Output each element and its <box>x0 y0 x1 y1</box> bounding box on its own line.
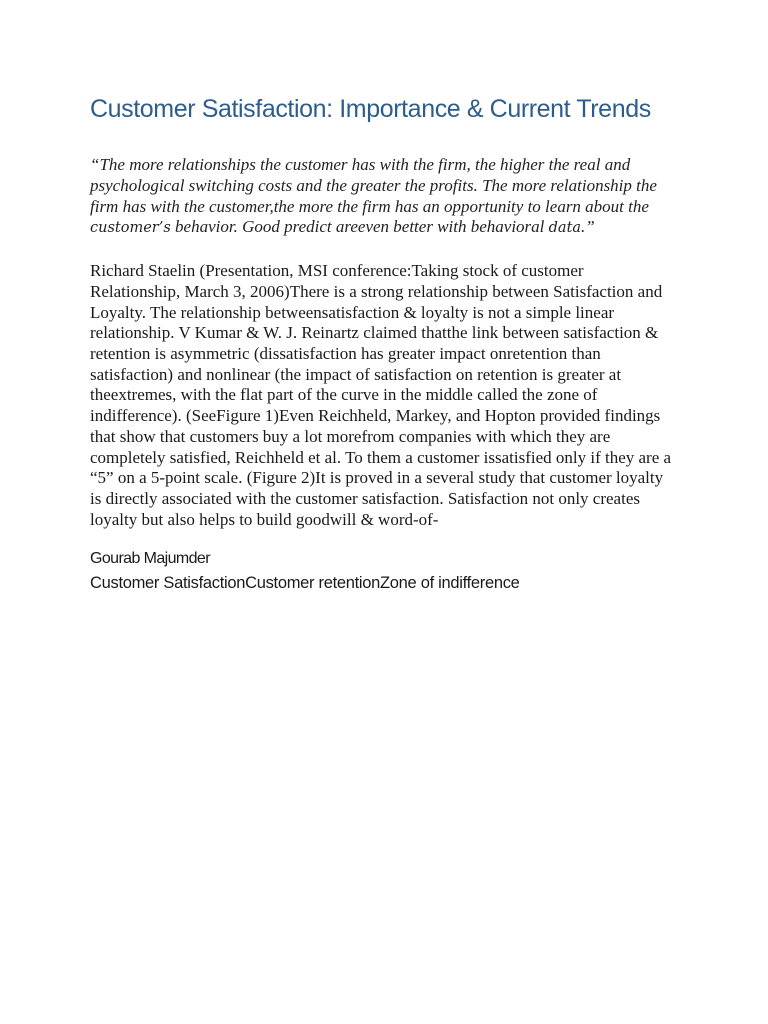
document-title: Customer Satisfaction: Importance & Current Trends <box>90 95 651 123</box>
quote-word-customers: customer’s <box>90 220 171 237</box>
quote-text-continued: behavior. Good predict areeven better with behavioral <box>170 217 549 237</box>
quote-closing: .” <box>581 217 595 237</box>
quote-paragraph <box>90 155 676 239</box>
body-paragraph: Richard Staelin (Presentation, MSI conference:Taking stock of customer Relationship, March 3, 2006)There is a strong relationship between Satisfaction and Loyalty. The relationship betweensatisfaction & loyalty is not a simple linear relationship. V Kumar & W. J. Reinartz claimed thatthe link between satisfaction & retention is asymmetric (dissatisfaction has greater impact onretention than satisfaction) and nonlinear (the impact of satisfaction on retention is greater at theextremes, with the flat part of the curve in the middle called the zone of indifference). (SeeFigure 1)Even Reichheld, Markey, and Hopton provided findings that show that customers buy a lot morefrom companies with which they are completely satisfied, Reichheld et al. To them a customer issatisfied only if they are a “5” on a 5-point scale. (Figure 2)It is proved in a several study that customer loyalty is directly associated with the customer satisfaction. Satisfaction not only creates loyalty but also helps to build goodwill & word-of- <box>90 261 672 529</box>
quote-text: “The more relationships the customer has with the firm, the higher the real and psychological switching costs and the greater the profits. The more relationship the firm has with the customer,the more the firm has an opportunity to learn about the <box>90 155 657 216</box>
author-name: Gourab Majumder <box>90 550 210 568</box>
quote-word-data: data <box>548 220 582 237</box>
document-page <box>90 92 676 594</box>
keywords-line: Customer SatisfactionCustomer retentionZone of indifference <box>90 574 520 593</box>
